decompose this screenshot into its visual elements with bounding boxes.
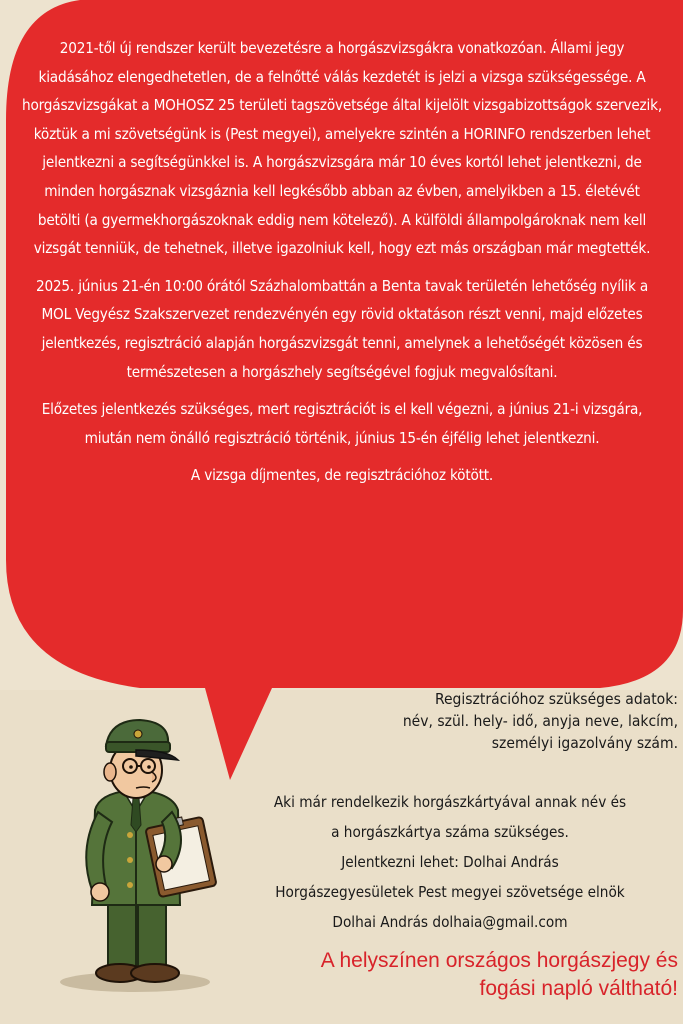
bubble-text — [22, 34, 662, 499]
contact-info — [230, 787, 670, 937]
footer-line: A helyszínen országos horgászjegy és — [320, 949, 678, 972]
inspector-with-clipboard-icon — [40, 700, 240, 1000]
contact-line: Horgászegyesületek Pest megyei szövetsége elnök — [275, 883, 625, 901]
footer-line: fogási napló váltható! — [479, 977, 678, 1000]
registration-line: Regisztrációhoz szükséges adatok: — [434, 690, 678, 708]
paragraph-event: 2025. június 21-én 10:00 órától Százhalombattán a Benta tavak területén lehetőség nyílik a MOL Vegyész Szakszervezet rendezvényén egy rövid oktatáson részt venni, majd előzetes jelentkezés, regisztráció alapján horgászvizsgát tenni, amelynek a lehetőségét közösen és természetesen a horgászhely segítségével fogjuk megvalósítani. — [35, 276, 649, 381]
paragraph-registration-deadline: Előzetes jelentkezés szükséges, mert regisztrációt is el kell végezni, a június 21-i vizsgára, miután nem önálló regisztráció történik, június 15-én éjfélig lehet jelentkezni. — [41, 400, 643, 447]
registration-line: név, szül. hely- idő, anyja neve, lakcím, — [402, 712, 678, 730]
card-info-line: Aki már rendelkezik horgászkártyával annak név és — [273, 793, 627, 811]
paragraph-intro: 2021-től új rendszer került bevezetésre a horgászvizsgákra vonatkozóan. Állami jegy kiadásához elengedhetetlen, de a felnőtté válás kezdetét is jelzi a vizsga szükségessége. A horgászvizsgákat a MOHOSZ 25 területi tagszövetsége által kijelölt vizsgabizottságok szervezik, köztük a mi szövetségünk is (Pest megyei), amelyekre szintén a HORINFO rendszerben lehet jelentkezni a segítségünkkel is. A horgászvizsgára már 10 éves kortól lehet jelentkezni, de minden horgásznak vizsgáznia kell legkésőbb abban az évben, amelyikben a 15. életévét betölti (a gyermekhorgászoknak eddig nem kötelező). A külföldi állampolgároknak nem kell vizsgát tenniük, de tehetnek, illetve igazolniuk kell, hogy ezt más országban már megtették. — [22, 39, 662, 258]
paragraph-free-exam: A vizsga díjmentes, de regisztrációhoz kötött. — [190, 466, 494, 485]
card-info-line: a horgászkártya száma szükséges. — [331, 823, 569, 841]
contact-email[interactable]: Dolhai András dolhaia@gmail.com — [332, 913, 568, 931]
registration-line: személyi igazolvány szám. — [491, 734, 678, 752]
footer-notice — [180, 947, 678, 1003]
contact-line: Jelentkezni lehet: Dolhai András — [341, 853, 559, 871]
registration-requirements — [290, 688, 678, 754]
